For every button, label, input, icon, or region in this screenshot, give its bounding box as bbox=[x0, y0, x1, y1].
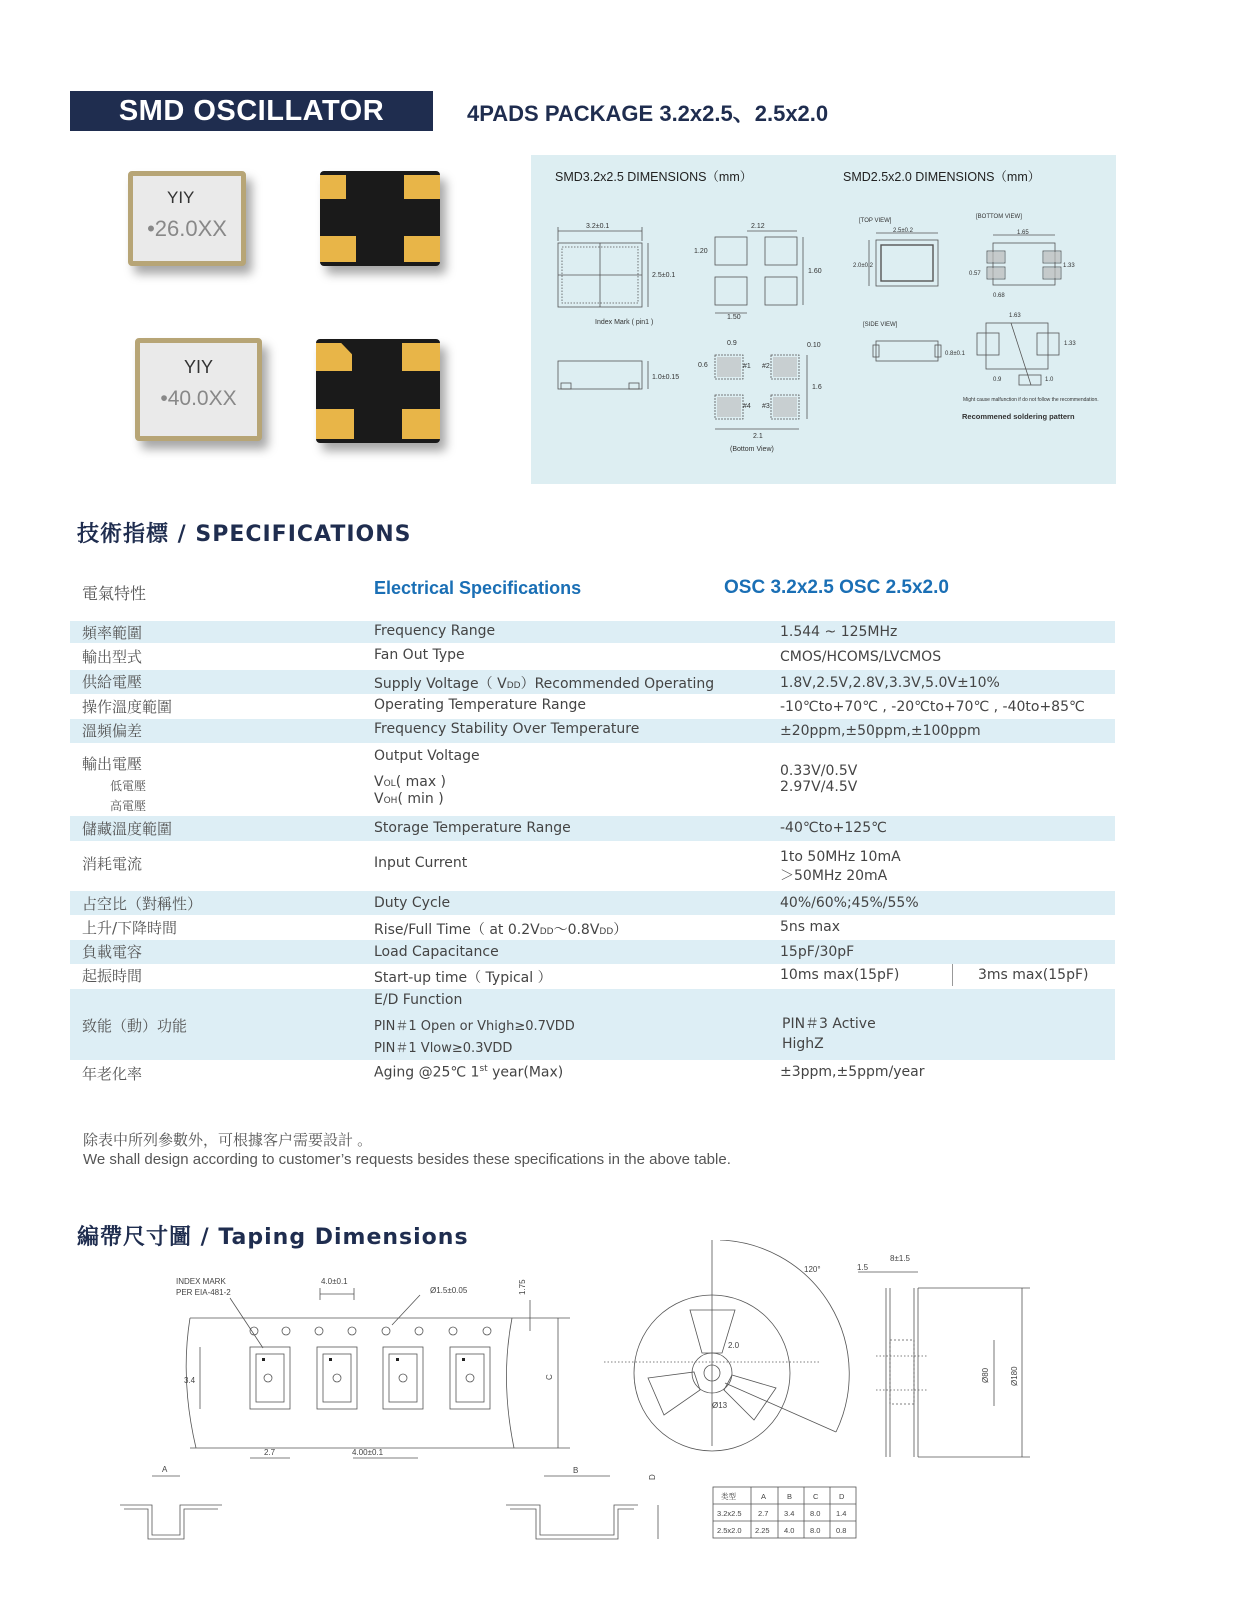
note-en: We shall design according to customer’s requests besides these specifications in the above table. bbox=[83, 1151, 731, 1168]
row-en-vol: VOL( max ) bbox=[374, 774, 447, 790]
row-val-2: 3ms max(15pF) bbox=[978, 967, 1089, 983]
row-cn: 頻率範圍 bbox=[82, 624, 143, 642]
row-cn: 占空比（對稱性） bbox=[82, 895, 203, 913]
row-en: Rise/Full Time（ at 0.2VDD～0.8VDD） bbox=[374, 922, 628, 938]
row-en: Aging @25℃ 1st year(Max) bbox=[374, 1064, 564, 1081]
label-a: A bbox=[162, 1465, 168, 1474]
label-27: 2.7 bbox=[264, 1448, 276, 1457]
label-2520-b-057: 0.57 bbox=[969, 271, 981, 277]
label-2520-b-133: 1.33 bbox=[1063, 263, 1075, 269]
label-side-view: [SIDE VIEW] bbox=[863, 322, 898, 328]
oscillator-bottom-photo-large bbox=[320, 171, 440, 266]
row-cn: 輸出型式 bbox=[82, 648, 143, 666]
label-b-09: 0.9 bbox=[727, 340, 737, 347]
table-row bbox=[70, 964, 1115, 989]
label-pad-w: 1.50 bbox=[727, 314, 741, 321]
row-en: Fan Out Type bbox=[374, 647, 465, 663]
tape-table-cell: 2.25 bbox=[755, 1526, 770, 1535]
label-sp-163: 1.63 bbox=[1009, 313, 1021, 319]
row-en: Load Capacitance bbox=[374, 944, 499, 960]
label-3225-height: 2.5±0.1 bbox=[652, 272, 676, 279]
table-row bbox=[70, 915, 1115, 939]
spec-head-en: Electrical Specifications bbox=[374, 578, 582, 598]
row-en: Frequency Range bbox=[374, 623, 496, 639]
tape-table-cell: 2.7 bbox=[758, 1509, 769, 1518]
row-val: ±20ppm,±50ppm,±100ppm bbox=[780, 723, 981, 739]
tape-table-header: B bbox=[787, 1492, 793, 1501]
table-row bbox=[70, 940, 1115, 964]
tape-table-header: 类型 bbox=[721, 1492, 736, 1501]
label-sp-09: 0.9 bbox=[993, 377, 1002, 383]
row-cn: 起振時間 bbox=[82, 967, 143, 985]
specifications-title: 技術指標 / SPECIFICATIONS bbox=[77, 522, 412, 547]
row-cn: 年老化率 bbox=[82, 1065, 143, 1083]
row-val: 0.33V/0.5V bbox=[780, 763, 858, 779]
label-pad-v: 1.60 bbox=[808, 268, 822, 275]
tape-table-cell: 1.4 bbox=[836, 1509, 847, 1518]
label-thickness: 1.0±0.15 bbox=[652, 374, 680, 381]
taping-title: 編帶尺寸圖 / Taping Dimensions bbox=[77, 1225, 469, 1250]
label-b-16: 1.6 bbox=[812, 384, 822, 391]
tape-table-cell: 8.0 bbox=[810, 1526, 821, 1535]
label-angle: 120° bbox=[804, 1265, 821, 1274]
chip-brand: YIY bbox=[167, 188, 195, 207]
table-row bbox=[70, 719, 1115, 743]
dim-title-3225: SMD3.2x2.5 DIMENSIONS（mm） bbox=[555, 170, 753, 184]
row-cn-low: 低電壓 bbox=[110, 779, 147, 793]
product-title: SMD OSCILLATOR bbox=[70, 91, 433, 131]
label-top-view: [TOP VIEW] bbox=[859, 218, 892, 224]
label-bottom-view-2520: [BOTTOM VIEW] bbox=[976, 214, 1022, 220]
label-index-mark: Index Mark ( pin1 ) bbox=[595, 319, 654, 326]
label-2520-height: 2.0±0.2 bbox=[853, 263, 873, 269]
label-r20: 2.0 bbox=[728, 1341, 740, 1350]
row-val: CMOS/HCOMS/LVCMOS bbox=[780, 649, 942, 665]
row-cn: 溫頻偏差 bbox=[82, 722, 143, 740]
label-pad-h: 1.20 bbox=[694, 248, 708, 255]
label-index-mark: INDEX MARK bbox=[176, 1277, 226, 1286]
package-subtitle: 4PADS PACKAGE 3.2x2.5、2.5x2.0 bbox=[467, 101, 829, 126]
oscillator-bottom-photo-small bbox=[316, 339, 440, 443]
tape-table-cell: 3.4 bbox=[784, 1509, 795, 1518]
row-val: 1.544 ~ 125MHz bbox=[780, 624, 898, 640]
oscillator-top-photo-small bbox=[135, 338, 262, 441]
row-en-pin1: PIN＃1 Open or Vhigh≥0.7VDD bbox=[374, 1019, 575, 1034]
table-row bbox=[70, 645, 1115, 669]
dim-title-2520: SMD2.5x2.0 DIMENSIONS（mm） bbox=[843, 170, 1041, 184]
label-2520-width: 2.5±0.2 bbox=[893, 228, 913, 234]
label-b-21: 2.1 bbox=[753, 433, 763, 440]
row-cn: 上升/下降時間 bbox=[82, 919, 178, 937]
label-s15: 1.5 bbox=[857, 1263, 869, 1272]
label-eia: PER EIA-481-2 bbox=[176, 1288, 231, 1297]
row-en: Start-up time（ Typical ） bbox=[374, 970, 552, 986]
table-row bbox=[70, 891, 1115, 915]
table-row bbox=[70, 621, 1115, 643]
label-b-010: 0.10 bbox=[807, 342, 821, 349]
label-d80: Ø80 bbox=[981, 1367, 990, 1383]
oscillator-top-photo-large bbox=[128, 171, 246, 266]
row-val: 15pF/30pF bbox=[780, 944, 855, 960]
tape-table-header: D bbox=[839, 1492, 845, 1501]
row-val: 40%/60%;45%/55% bbox=[780, 895, 919, 911]
table-row bbox=[70, 842, 1115, 890]
divider bbox=[952, 964, 953, 986]
tape-table-cell: 2.5x2.0 bbox=[717, 1526, 742, 1535]
row-en: Duty Cycle bbox=[374, 895, 451, 911]
label-b-06: 0.6 bbox=[698, 362, 708, 369]
row-val: PIN＃3 Active bbox=[782, 1016, 876, 1032]
label-pin4: #4 bbox=[743, 403, 751, 410]
tape-table-header: A bbox=[761, 1492, 767, 1501]
row-val: 10ms max(15pF) bbox=[780, 967, 900, 983]
row-val: -10℃to+70℃ , -20℃to+70℃ , -40to+85℃ bbox=[780, 699, 1085, 715]
label-s8: 8±1.5 bbox=[890, 1254, 910, 1263]
table-row bbox=[70, 744, 1115, 816]
tape-table-header: C bbox=[813, 1492, 819, 1501]
row-val: 5ns max bbox=[780, 919, 841, 935]
tape-table-cell: 0.8 bbox=[836, 1526, 847, 1535]
label-pin1: #1 bbox=[743, 363, 751, 370]
label-hole: Ø1.5±0.05 bbox=[430, 1286, 468, 1295]
label-pad-pitch: 2.12 bbox=[751, 223, 765, 230]
table-row bbox=[70, 989, 1115, 1060]
row-val: -40℃to+125℃ bbox=[780, 820, 887, 836]
row-en: Supply Voltage（ VDD）Recommended Operating bbox=[374, 676, 715, 692]
row-cn-high: 高電壓 bbox=[110, 799, 147, 813]
label-2520-b-068: 0.68 bbox=[993, 293, 1005, 299]
label-r13: Ø13 bbox=[712, 1401, 728, 1410]
label-bottom-view: (Bottom View) bbox=[730, 446, 774, 453]
row-cn: 操作溫度範圍 bbox=[82, 698, 173, 716]
row-val: HighZ bbox=[782, 1036, 824, 1052]
dimension-drawings bbox=[531, 155, 1116, 484]
row-en: Frequency Stability Over Temperature bbox=[374, 721, 640, 737]
table-row bbox=[70, 816, 1115, 841]
row-cn: 致能（動）功能 bbox=[82, 1017, 188, 1035]
label-pin2: #2 bbox=[762, 363, 770, 370]
taping-drawings bbox=[0, 1240, 1233, 1600]
dimensions-panel bbox=[531, 155, 1116, 484]
label-d180: Ø180 bbox=[1010, 1366, 1019, 1386]
row-val: 2.97V/4.5V bbox=[780, 779, 858, 795]
label-b: B bbox=[573, 1466, 579, 1475]
tape-table-cell: 4.0 bbox=[784, 1526, 795, 1535]
label-pin3: #3 bbox=[762, 403, 770, 410]
row-en: E/D Function bbox=[374, 992, 463, 1008]
row-val: ±3ppm,±5ppm/year bbox=[780, 1064, 925, 1080]
row-en: Storage Temperature Range bbox=[374, 820, 571, 836]
label-recommended-pattern: Recommened soldering pattern bbox=[962, 412, 1075, 421]
label-34: 3.4 bbox=[184, 1376, 196, 1385]
row-en: Input Current bbox=[374, 855, 468, 871]
row-val: 1.8V,2.5V,2.8V,3.3V,5.0V±10% bbox=[780, 675, 1000, 691]
label-c: C bbox=[545, 1374, 554, 1380]
chip-marking: •40.0XX bbox=[160, 387, 237, 410]
label-d: D bbox=[648, 1474, 657, 1480]
chip-brand: YIY bbox=[183, 357, 213, 377]
row-en-voh: VOH( min ) bbox=[374, 791, 444, 807]
table-row bbox=[70, 695, 1115, 719]
row-en-pin2: PIN＃1 Vlow≥0.3VDD bbox=[374, 1041, 513, 1056]
row-cn: 供給電壓 bbox=[82, 673, 143, 691]
tape-table-cell: 3.2x2.5 bbox=[717, 1509, 742, 1518]
row-cn: 消耗電流 bbox=[82, 855, 143, 873]
tape-table-cell: 8.0 bbox=[810, 1509, 821, 1518]
row-en: Output Voltage bbox=[374, 748, 480, 764]
label-3225-width: 3.2±0.1 bbox=[586, 223, 610, 230]
spec-head-cn: 電氣特性 bbox=[82, 584, 147, 603]
label-pitch: 4.0±0.1 bbox=[321, 1277, 348, 1286]
label-2520-side-h: 0.8±0.1 bbox=[945, 351, 965, 357]
label-warning: Might cause malfunction if do not follow the recommendation. bbox=[963, 397, 1099, 403]
row-en: Operating Temperature Range bbox=[374, 697, 586, 713]
row-val: ＞50MHz 20mA bbox=[780, 868, 888, 884]
table-row bbox=[70, 670, 1115, 694]
row-cn: 負載電容 bbox=[82, 943, 143, 961]
label-sp-133: 1.33 bbox=[1064, 341, 1076, 347]
spec-head-val: OSC 3.2x2.5 OSC 2.5x2.0 bbox=[724, 577, 949, 598]
table-row bbox=[70, 1061, 1115, 1085]
note-cn: 除表中所列參數外，可根據客户需要設計 。 bbox=[83, 1132, 373, 1149]
label-sp-10: 1.0 bbox=[1045, 377, 1054, 383]
label-175: 1.75 bbox=[518, 1279, 527, 1295]
label-400: 4.00±0.1 bbox=[352, 1448, 384, 1457]
row-cn: 輸出電壓 bbox=[82, 755, 143, 773]
label-2520-b-w: 1.65 bbox=[1017, 230, 1029, 236]
row-val: 1to 50MHz 10mA bbox=[780, 849, 901, 865]
row-cn: 儲藏溫度範圍 bbox=[82, 820, 173, 838]
chip-marking: •26.0XX bbox=[147, 216, 227, 241]
